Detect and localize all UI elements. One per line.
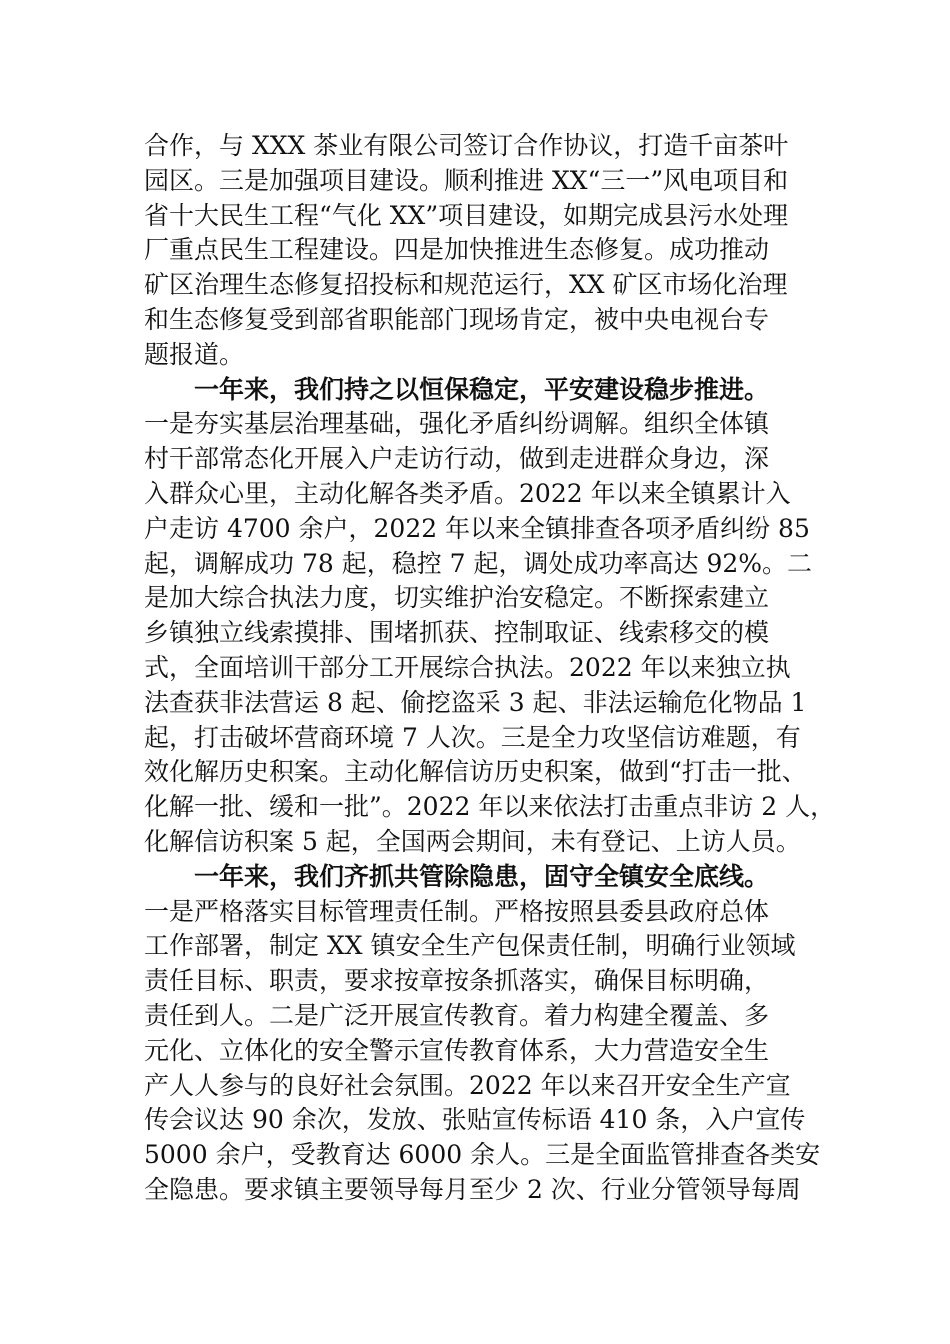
text-line: 户走访 4700 余户，2022 年以来全镇排查各项矛盾纠纷 85 [144, 513, 810, 543]
text-line: 效化解历史积案。主动化解信访历史积案，做到“打击一批、 [144, 757, 807, 787]
text-line: 一是严格落实目标管理责任制。严格按照县委县政府总体 [144, 896, 770, 926]
text-line: 责任目标、职责，要求按章按条抓落实，确保目标明确， [144, 966, 770, 996]
text-line: 全隐患。要求镇主要领导每月至少 2 次、行业分管领导每周 [144, 1174, 801, 1204]
text-line: 式，全面培训干部分工开展综合执法。2022 年以来独立执 [144, 652, 791, 682]
text-line: 题报道。 [144, 339, 245, 369]
text-line: 厂重点民生工程建设。四是加快推进生态修复。成功推动 [144, 235, 770, 265]
text-line: 入群众心里，主动化解各类矛盾。2022 年以来全镇累计入 [144, 478, 791, 508]
section-heading-line: 一年来，我们齐抓共管除隐患，固守全镇安全底线。 [194, 861, 770, 891]
text-line: 是加大综合执法力度，切实维护治安稳定。不断探索建立 [144, 583, 770, 613]
text-line: 工作部署，制定 XX 镇安全生产包保责任制，明确行业领域 [144, 931, 796, 961]
text-line: 省十大民生工程“气化 XX”项目建设，如期完成县污水处理 [144, 200, 789, 230]
document-body [144, 129, 844, 1208]
text-line: 村干部常态化开展入户走访行动，做到走进群众身边，深 [144, 444, 770, 474]
text-line: 法查获非法营运 8 起、偷挖盗采 3 起、非法运输危化物品 1 [144, 687, 807, 717]
text-line: 矿区治理生态修复招投标和规范运行，XX 矿区市场化治理 [144, 270, 788, 300]
text-line: 合作，与 XXX 茶业有限公司签订合作协议，打造千亩茶叶 [144, 131, 789, 160]
text-line: 园区。三是加强项目建设。顺利推进 XX“三一”风电项目和 [144, 165, 789, 195]
text-line: 传会议达 90 余次，发放、张贴宣传标语 410 条，入户宣传 [144, 1105, 806, 1135]
text-line: 乡镇独立线索摸排、围堵抓获、控制取证、线索移交的模 [144, 618, 770, 648]
text-line: 起，调解成功 78 起，稳控 7 起，调处成功率高达 92%。二 [144, 548, 813, 578]
text-line: 和生态修复受到部省职能部门现场肯定，被中央电视台专 [144, 304, 770, 334]
text-line: 化解信访积案 5 起，全国两会期间，未有登记、上访人员。 [144, 826, 801, 856]
text-line: 化解一批、缓和一批”。2022 年以来依法打击重点非访 2 人， [144, 792, 836, 822]
section-heading-line: 一年来，我们持之以恒保稳定，平安建设稳步推进。 [194, 374, 770, 404]
text-line: 元化、立体化的安全警示宣传教育体系，大力营造安全生 [144, 1035, 770, 1065]
text-line: 产人人参与的良好社会氛围。2022 年以来召开安全生产宣 [144, 1070, 791, 1100]
text-line: 5000 余户，受教育达 6000 余人。三是全面监管排查各类安 [144, 1140, 821, 1170]
text-line: 责任到人。二是广泛开展宣传教育。着力构建全覆盖、多 [144, 1000, 770, 1030]
text-line: 起，打击破坏营商环境 7 人次。三是全力攻坚信访难题，有 [144, 722, 801, 752]
text-line: 一是夯实基层治理基础，强化矛盾纠纷调解。组织全体镇 [144, 409, 770, 439]
